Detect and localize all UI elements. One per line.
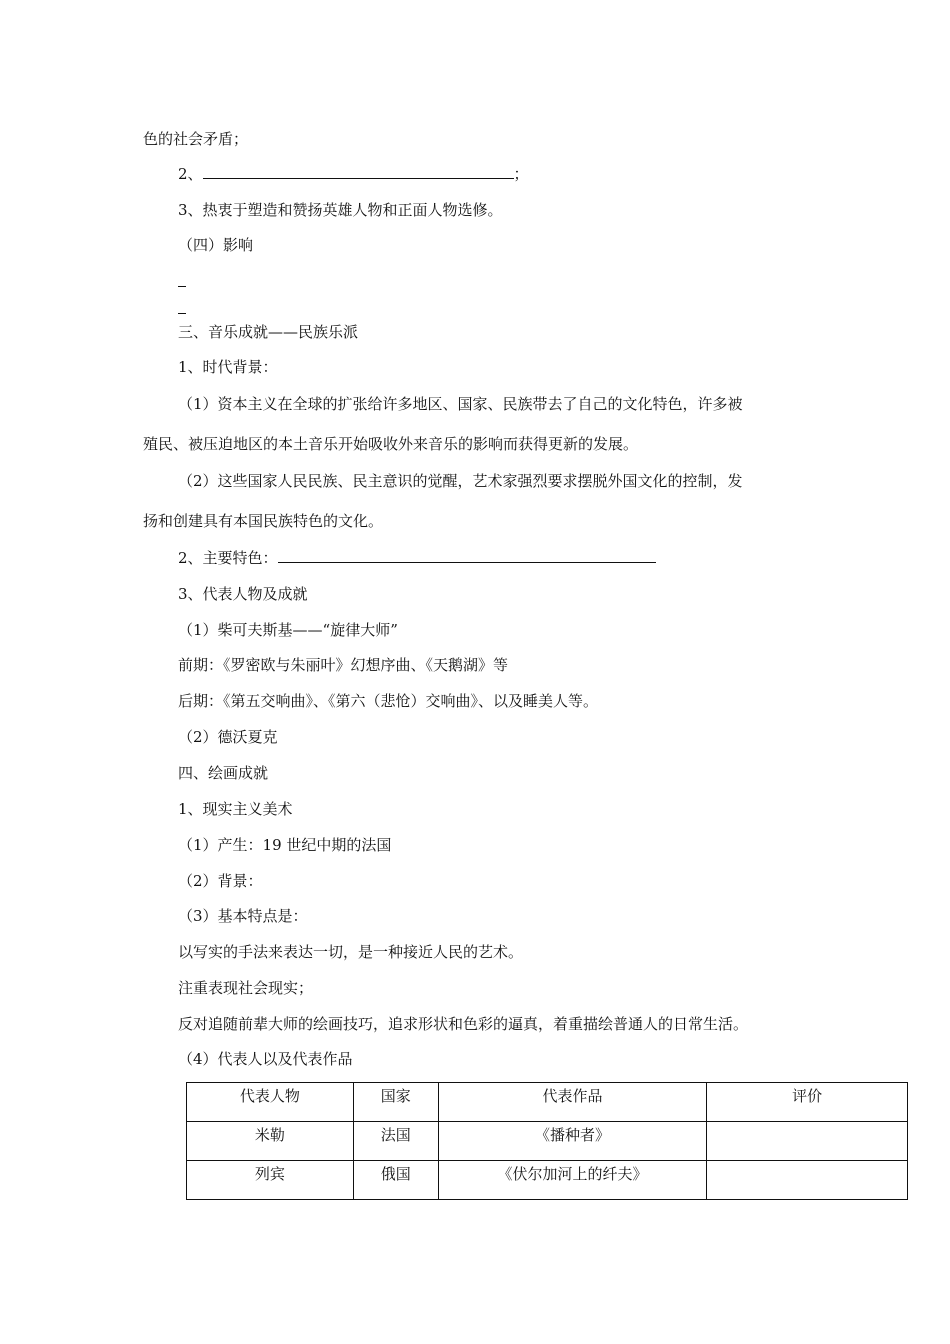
text-line: 以写实的手法来表达一切，是一种接近人民的艺术。 [178,943,524,961]
subheading: 1、现实主义美术 [178,800,293,818]
artists-table [186,1082,908,1200]
text-line: 反对追随前辈大师的绘画技巧，追求形状和色彩的逼真，着重描绘普通人的日常生活。 [178,1015,749,1033]
table-cell: 俄国 [353,1161,438,1200]
table-row [187,1161,908,1200]
blank-mark [178,313,186,314]
header-cell: 国家 [353,1083,438,1122]
paragraph-line: （1）资本主义在全球的扩张给许多地区、国家、民族带去了自己的文化特色，许多被 [178,395,743,413]
text-line: （4）代表人以及代表作品 [178,1050,353,1068]
table-header-row [187,1083,908,1122]
text-line: （2）德沃夏克 [178,728,278,746]
subheading: 1、时代背景： [178,358,278,376]
item-suffix: ； [513,165,529,183]
answer-blank[interactable] [278,548,656,563]
paragraph-line: 殖民、被压迫地区的本土音乐开始吸收外来音乐的影响而获得更新的发展。 [143,435,639,453]
text-line: 色的社会矛盾； [143,130,249,148]
blank-mark [178,286,186,287]
table-cell: 《播种者》 [438,1122,707,1161]
text-line: （2）背景： [178,872,263,890]
text-line: （1）柴可夫斯基——“旋律大师” [178,621,398,639]
fill-in-line-2 [178,164,529,184]
header-cell: 评价 [707,1083,908,1122]
item-label: 2、主要特色： [178,549,278,567]
subheading: 3、代表人物及成就 [178,585,308,603]
header-cell: 代表人物 [187,1083,354,1122]
item-number: 2、 [178,165,203,183]
paragraph-line: 扬和创建具有本国民族特色的文化。 [143,512,384,530]
paragraph-line: （2）这些国家人民民族、民主意识的觉醒，艺术家强烈要求摆脱外国文化的控制，发 [178,472,743,490]
table-row [187,1122,908,1161]
section-heading: 四、绘画成就 [178,764,269,782]
fill-in-line-features [178,548,656,568]
text-line: 3、热衷于塑造和赞扬英雄人物和正面人物选修。 [178,201,503,219]
answer-blank[interactable] [203,164,514,179]
header-cell: 代表作品 [438,1083,707,1122]
section-heading: 三、音乐成就——民族乐派 [178,323,359,341]
text-line: 后期：《第五交响曲》、《第六（悲怆）交响曲》、以及睡美人等。 [178,692,599,710]
text-line: （1）产生：19 世纪中期的法国 [178,836,392,854]
evaluation-cell[interactable] [707,1122,908,1161]
evaluation-cell[interactable] [707,1161,908,1200]
table-cell: 列宾 [187,1161,354,1200]
section-heading: （四）影响 [178,236,254,254]
text-line: （3）基本特点是： [178,907,308,925]
table-cell: 《伏尔加河上的纤夫》 [438,1161,707,1200]
table-cell: 米勒 [187,1122,354,1161]
text-line: 注重表现社会现实； [178,979,314,997]
text-line: 前期：《罗密欧与朱丽叶》幻想序曲、《天鹅湖》等 [178,656,509,674]
table-cell: 法国 [353,1122,438,1161]
